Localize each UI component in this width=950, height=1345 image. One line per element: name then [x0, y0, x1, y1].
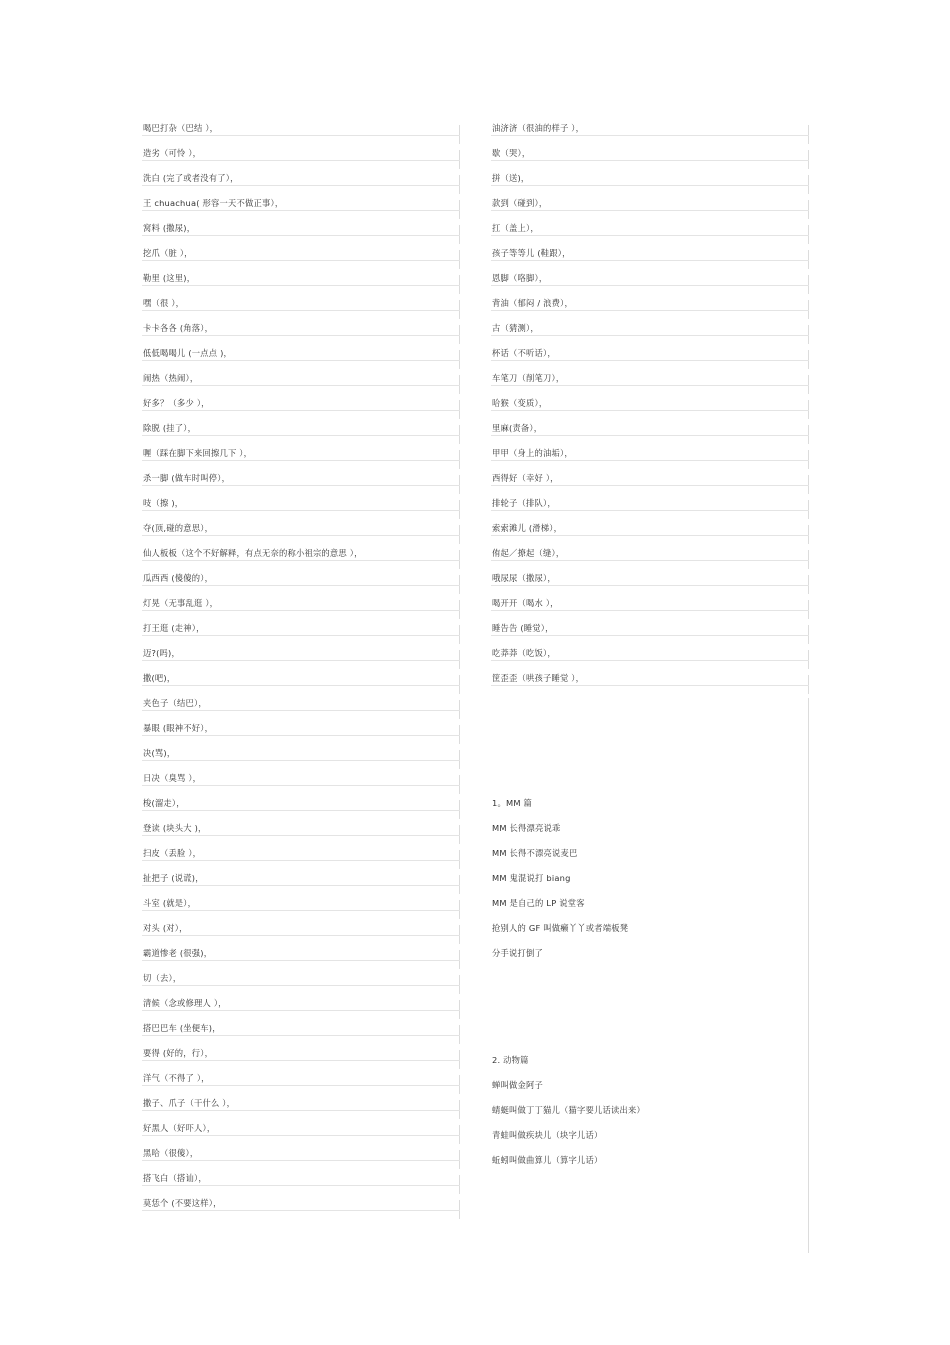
right-entry-text: 里麻(责备），: [492, 423, 543, 433]
right-entry-text: 甲甲（身上的油垢），: [492, 448, 573, 458]
right-entry-text: 歇（哭），: [492, 148, 531, 158]
right-entry: [491, 523, 809, 548]
left-entry: [142, 748, 460, 773]
mm-line: [491, 898, 808, 923]
right-entry-text: 恩脚（咯脚），: [492, 273, 548, 283]
left-entry: [142, 898, 460, 923]
left-entry-text: 打王逛 (走神），: [143, 623, 205, 633]
left-entry-text: 扫皮（丢脸 ），: [143, 848, 202, 858]
left-entry-text: 搭巴巴车 (坐便车)，: [143, 1023, 221, 1033]
left-entry-text: 喱（踩在脚下来回擦几下 ），: [143, 448, 253, 458]
left-entry: [142, 1073, 460, 1098]
right-entry: [491, 548, 809, 573]
animal-line-text: 蚯蚓叫做曲算儿（算字儿话）: [492, 1155, 603, 1165]
right-entry: [491, 473, 809, 498]
spacer: [491, 698, 808, 798]
right-entry-text: 哈猴（变质），: [492, 398, 548, 408]
left-entry-text: 窝料 (撒尿)，: [143, 223, 196, 233]
left-entry: [142, 1023, 460, 1048]
left-entry: [142, 523, 460, 548]
left-entry: [142, 723, 460, 748]
section-mm-lines: [491, 823, 808, 973]
left-entry: [142, 873, 460, 898]
left-entry: [142, 348, 460, 373]
animal-line-text: 青蛙叫做疾块儿（块字儿话）: [492, 1130, 603, 1140]
left-entry-text: 撒(吧)，: [143, 673, 176, 683]
right-entry: [491, 648, 809, 673]
left-entry: [142, 123, 460, 148]
left-entry-text: 霸道惨老 (很强)，: [143, 948, 213, 958]
left-entry-text: 瓜西西 (傻傻的），: [143, 573, 214, 583]
left-entry-text: 卡卡各各 (角落），: [143, 323, 214, 333]
mm-line: [491, 948, 808, 973]
right-entry-text: 古（猜测），: [492, 323, 539, 333]
mm-line-text: MM 长得不漂亮说麦巴: [492, 848, 578, 858]
mm-line-text: MM 是自己的 LP 说堂客: [492, 898, 585, 908]
left-entry: [142, 1048, 460, 1073]
left-entry: [142, 373, 460, 398]
section-mm-title: [491, 798, 808, 823]
spacer: [491, 973, 808, 1055]
left-column: [142, 123, 460, 1223]
mm-line: [491, 823, 808, 848]
left-entry: [142, 573, 460, 598]
animal-line: [491, 1155, 808, 1180]
right-entry: [491, 623, 809, 648]
left-entry: [142, 1173, 460, 1198]
left-entry-text: 除脱 (挂了），: [143, 423, 197, 433]
left-entry: [142, 298, 460, 323]
right-entry: [491, 373, 809, 398]
right-entry: [491, 223, 809, 248]
section-animals-lines: [491, 1080, 808, 1180]
mm-line: [491, 923, 808, 948]
left-entry-text: 扯把子 (说谎)，: [143, 873, 204, 883]
right-entry: [491, 673, 809, 698]
right-entry-text: 背油（郁闷 / 浪费），: [492, 298, 573, 308]
left-entry-text: 好多？（多少 ），: [143, 398, 210, 408]
left-entry-text: 莫恁个 (不要这样），: [143, 1198, 222, 1208]
left-entry: [142, 973, 460, 998]
right-entry-text: 杯话（不听话），: [492, 348, 556, 358]
left-entry-text: 日决（臭骂 ），: [143, 773, 202, 783]
right-entry: [491, 273, 809, 298]
right-entry-text: 哦尿尿（撒尿），: [492, 573, 556, 583]
right-entry: [491, 123, 809, 148]
left-entry: [142, 623, 460, 648]
left-entry-text: 吱（擦 )，: [143, 498, 184, 508]
right-entry: [491, 398, 809, 423]
animal-line: [491, 1130, 808, 1155]
right-entry-text: 睡告告 (睡觉），: [492, 623, 554, 633]
right-column: [491, 123, 809, 1253]
left-entry: [142, 998, 460, 1023]
left-entry-text: 暴眼 (眼神不好），: [143, 723, 214, 733]
left-entry: [142, 423, 460, 448]
right-entry-text: 西得好（幸好 ），: [492, 473, 559, 483]
left-entry-text: 对头 (对），: [143, 923, 188, 933]
right-entry: [491, 598, 809, 623]
left-entry-text: 搭飞白（搭讪），: [143, 1173, 207, 1183]
left-entry-text: 决(骂)，: [143, 748, 176, 758]
left-entry: [142, 1098, 460, 1123]
right-entry: [491, 448, 809, 473]
right-sections: [491, 698, 809, 1253]
mm-line-text: MM 鬼混说打 biang: [492, 873, 571, 883]
right-entries-list: [491, 123, 809, 698]
left-entry: [142, 1198, 460, 1223]
left-entry: [142, 948, 460, 973]
left-entry: [142, 848, 460, 873]
left-entry-text: 造劣（可怜 ），: [143, 148, 202, 158]
left-entry-text: 灯晃（无事乱逛 ），: [143, 598, 219, 608]
left-entry-text: 仙人板板（这个不好解释，有点无奈的称小祖宗的意思 ），: [143, 548, 363, 558]
left-entry: [142, 673, 460, 698]
left-entry: [142, 823, 460, 848]
mm-line: [491, 873, 808, 898]
animal-line-text: 蝉叫做金阿子: [492, 1080, 543, 1090]
left-entry: [142, 198, 460, 223]
animal-line: [491, 1080, 808, 1105]
left-entry-text: 好黑人（好吓人），: [143, 1123, 216, 1133]
left-entry: [142, 548, 460, 573]
mm-line: [491, 848, 808, 873]
right-entry-text: 喝开开（喝水 ），: [492, 598, 559, 608]
left-entry-text: 登读 (块头大 )，: [143, 823, 207, 833]
right-entry: [491, 323, 809, 348]
left-entry-text: 斗室 (就是），: [143, 898, 197, 908]
mm-line-text: 抢别人的 GF 叫做癞丫丫或者端板凳: [492, 923, 629, 933]
left-entry-text: 喝巴打杂（巴结 ），: [143, 123, 219, 133]
right-entry-text: 侑起／撩起（缝），: [492, 548, 565, 558]
left-entry-text: 王 chuachua( 形容一天不做正事），: [143, 198, 284, 208]
right-entry-text: 车笔刀（削笔刀），: [492, 373, 565, 383]
animal-line-text: 蜻蜓叫做丁丁猫儿（猫字要儿话读出来）: [492, 1105, 645, 1115]
left-entry: [142, 323, 460, 348]
right-entry-text: 孩子等等儿 (鞋跟），: [492, 248, 571, 258]
left-entry-text: 撒子、爪子（干什么 ），: [143, 1098, 236, 1108]
left-entry-text: 嘿（很 ），: [143, 298, 185, 308]
right-entry: [491, 298, 809, 323]
right-entry-text: 拼（送)，: [492, 173, 530, 183]
right-entry-text: 排轮子（排队），: [492, 498, 556, 508]
left-entry-text: 夹色子（结巴），: [143, 698, 207, 708]
right-entry: [491, 248, 809, 273]
right-entry-text: 款到（碰到），: [492, 198, 548, 208]
left-entry: [142, 398, 460, 423]
left-entry: [142, 148, 460, 173]
right-entry-text: 索索滩儿 (滑梯），: [492, 523, 563, 533]
section-mm-title-text: 1。MM 篇: [492, 798, 533, 808]
left-entry: [142, 1123, 460, 1148]
left-entry: [142, 223, 460, 248]
right-entry: [491, 423, 809, 448]
right-entry: [491, 173, 809, 198]
left-entry-text: 杀一脚 (做车时叫停），: [143, 473, 231, 483]
left-entry-text: 夺(顶,碰的意思），: [143, 523, 214, 533]
left-entry-text: 切（去），: [143, 973, 182, 983]
left-entry-text: 清候（念或修理人 ），: [143, 998, 227, 1008]
animal-line: [491, 1105, 808, 1130]
left-entry: [142, 498, 460, 523]
section-animals-title-text: 2. 动物篇: [492, 1055, 529, 1065]
left-entry-text: 洗白 (完了或者没有了），: [143, 173, 239, 183]
mm-line-text: MM 长得漂亮说乖: [492, 823, 561, 833]
left-entry: [142, 598, 460, 623]
left-entry-text: 要得 (好的，行），: [143, 1048, 214, 1058]
right-entry-text: 筐歪歪（哄孩子睡觉 ），: [492, 673, 585, 683]
left-entry-text: 黑哈（很傻），: [143, 1148, 199, 1158]
left-entry-text: 勒里 (这里)，: [143, 273, 196, 283]
left-entry-text: 洋气（不得了 ），: [143, 1073, 210, 1083]
left-entry-text: 低低喝喝儿 (一点点 )，: [143, 348, 233, 358]
left-entry-text: 挖爪（脏 ），: [143, 248, 193, 258]
right-entry: [491, 498, 809, 523]
left-entry: [142, 173, 460, 198]
left-entry-text: 闹热（热闹），: [143, 373, 199, 383]
left-entry: [142, 273, 460, 298]
left-entry: [142, 648, 460, 673]
mm-line-text: 分手说打倒了: [492, 948, 543, 958]
section-animals-title: [491, 1055, 808, 1080]
left-entry-text: 迈?(吗)，: [143, 648, 180, 658]
left-entry: [142, 773, 460, 798]
right-entry-text: 吃莽莽（吃饭），: [492, 648, 556, 658]
left-entry: [142, 448, 460, 473]
right-entry: [491, 198, 809, 223]
right-entry-text: 扛（盖上），: [492, 223, 539, 233]
right-entry: [491, 573, 809, 598]
left-entry: [142, 248, 460, 273]
left-entry: [142, 698, 460, 723]
left-entry-text: 梭(溜走），: [143, 798, 185, 808]
left-entry: [142, 1148, 460, 1173]
left-entry: [142, 473, 460, 498]
right-entry: [491, 148, 809, 173]
left-entry: [142, 798, 460, 823]
right-entry: [491, 348, 809, 373]
right-entry-text: 油济济（很油的样子 ），: [492, 123, 585, 133]
left-entry: [142, 923, 460, 948]
